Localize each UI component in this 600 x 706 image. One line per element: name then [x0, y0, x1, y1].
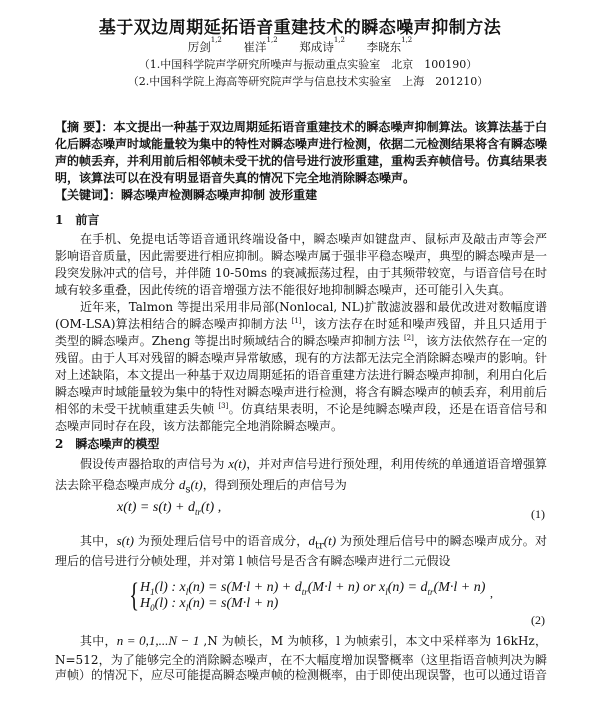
math-subscript: l [385, 586, 388, 597]
paragraph-line [80, 299, 547, 315]
equation-brace: { [129, 577, 140, 614]
citation-link[interactable]: [3] [218, 402, 229, 410]
text-run: 声帧）的情况下，应尽可能提高瞬态噪声帧的检测概率，由于即使出现误警，也可以通过语音 [55, 668, 547, 682]
author [366, 36, 413, 54]
paragraph-line [55, 553, 450, 569]
paragraph-line: 域有较多重叠，因此传统的语音增强方法不能很好地抑制瞬态噪声，还可能引入失真。 [55, 283, 512, 297]
text-run: 态噪声同时存在段，该方法都能完全地消除瞬态噪声。 [55, 419, 344, 433]
text-run: 为预处理后信号中的瞬态噪声成分。对 [340, 534, 547, 548]
paragraph-line [80, 533, 547, 549]
author-name: 李晓东 [366, 40, 402, 54]
author-list [0, 36, 600, 55]
text-run: 相邻的未受干扰帧重建丢失帧 [55, 402, 219, 416]
abstract-line: 化后瞬态噪声时域能量较为集中的特性对瞬态噪声进行检测，依据二元检测结果将含有瞬态噪 [55, 137, 547, 151]
math-subscript: tr [314, 540, 324, 549]
paragraph-line [55, 350, 547, 366]
abstract-line: 【摘 要】：本文提出一种基于双边周期延拓语音重建技术的瞬态噪声抑制算法。该算法基于白 [55, 120, 547, 134]
author-name: 崔洋 [243, 40, 267, 54]
text-run: 其中， [80, 534, 117, 548]
author-name: 郑成诗 [299, 40, 334, 54]
math-subscript: tr [427, 586, 434, 597]
paragraph-line [55, 418, 343, 434]
math-symbol: (t) [323, 533, 337, 548]
math-symbol: (n) = s(M·l + n) + d [188, 580, 302, 595]
math-symbol: d [308, 533, 315, 548]
math-symbol: (t) [190, 477, 203, 492]
paragraph-line [55, 652, 547, 668]
paragraph-line [55, 667, 547, 683]
equation-2-comma: , [490, 586, 493, 600]
math-subscript: tr [194, 506, 201, 517]
abstract-line: 声的帧丢弃，并利用前后相邻帧未受干扰的信号进行波形重建，重构丢弃帧信号。仿真结果表 [55, 154, 547, 168]
paragraph-line [55, 367, 547, 383]
author-affiliation-mark: 1,2 [266, 36, 278, 44]
section-heading: 2 瞬态噪声的模型 [55, 437, 160, 451]
math-symbol: (M·l + n) [433, 580, 486, 595]
author [243, 36, 278, 54]
text-run: 近年来，Talmon 等提出采用非局部(Nonlocal, NL)扩散滤波器和最优改进对数幅度谱 [80, 300, 547, 314]
text-run: 类型的瞬态噪声。Zheng 等提出时频域结合的瞬态噪声抑制方法 [55, 334, 404, 348]
affiliation-1: （1.中国科学院声学研究所噪声与振动重点实验室 北京 100190） [138, 58, 478, 71]
text-run: 对上述缺陷，本文提出一种基于双边周期延拓的语音重建方法进行瞬态噪声抑制，利用白化后 [55, 368, 547, 382]
text-run: ,N 为帧长，M 为帧移，l 为帧索引，本文中采样率为 16kHz， [203, 634, 547, 648]
citation-link[interactable]: [1] [291, 317, 302, 325]
author-name: 厉剑 [187, 40, 211, 54]
math-subscript: l [185, 602, 189, 613]
text-run: 法去除平稳态噪声成分 [55, 478, 179, 492]
paragraph-line [55, 333, 547, 349]
paragraph-line [55, 316, 547, 332]
math-subscript: 1 [150, 586, 155, 597]
citation-link[interactable]: [2] [403, 334, 414, 342]
math-symbol: (n) = d [387, 580, 428, 595]
math-subscript: tr [301, 586, 308, 597]
math-subscript: l [185, 586, 189, 597]
text-run: 其中， [80, 634, 117, 648]
equation-2-hypothesis-1 [140, 580, 485, 597]
paragraph-line: 影响语音质量，因此需要进行相应抑制。瞬态噪声属于强非平稳态噪声，典型的瞬态噪声是一 [55, 249, 547, 263]
paragraph-line [55, 477, 347, 496]
author-affiliation-mark: 1,2 [333, 36, 345, 44]
equation-1 [117, 500, 221, 517]
text-run: N=512，为了能够完全的消除瞬态噪声，在不大幅度增加误警概率（这里指语音帧判决为瞬 [55, 653, 547, 667]
math-symbol: s(t) [116, 533, 134, 548]
text-run: ，并对声信号进行预处理，利用传统的单通道语音增强算 [246, 457, 547, 471]
math-symbol: x(t) = s(t) + d [117, 500, 195, 515]
math-symbol: (l) : x [154, 596, 186, 611]
text-run: 为预处理后信号中的语音成分， [133, 534, 309, 548]
keywords-line: 【关键词】：瞬态噪声检测瞬态噪声抑制 波形重建 [55, 188, 318, 202]
math-symbol: (n) = s(M·l + n) [188, 596, 279, 611]
author [187, 36, 222, 54]
paragraph-line: 段突发脉冲式的信号，并伴随 10-50ms 的衰减振荡过程，由于其频带较宽，与语音信号在时 [55, 266, 547, 280]
text-run: 瞬态噪声时域能量较为集中的特性对瞬态噪声进行检测，将含有瞬态噪声的帧丢弃，利用前后 [55, 385, 547, 399]
equation-2-hypothesis-0 [140, 596, 278, 613]
math-symbol: (t) , [201, 500, 222, 515]
author-affiliation-mark: 1,2 [210, 36, 222, 44]
paragraph-line: 在手机、免提电话等语音通讯终端设备中，瞬态噪声如键盘声、鼠标声及敲击声等会严 [80, 232, 547, 246]
text-run: 假设传声器拾取的声信号为 [80, 457, 229, 471]
paragraph-line [55, 384, 547, 400]
text-run: ，该方法存在时延和噪声残留，并且只适用于 [301, 317, 547, 331]
math-symbol: H [140, 596, 151, 611]
math-symbol: d [178, 477, 186, 492]
section-heading: 1 前言 [55, 213, 100, 227]
text-run: 。仿真结果表明，不论是纯瞬态噪声段，还是在语音信号和 [228, 402, 547, 416]
equation-1-label: (1) [531, 507, 545, 521]
text-run: 理后的信号进行分帧处理，并对第 l 帧信号是否含有瞬态噪声进行二元假设 [55, 554, 451, 568]
math-subscript: s [185, 484, 191, 496]
author-affiliation-mark: 1,2 [401, 36, 413, 44]
abstract-line: 明，该算法可以在没有明显语音失真的情况下完全地消除瞬态噪声。 [55, 171, 416, 185]
math-symbol: (l) : x [154, 580, 186, 595]
text-run: ，得到预处理后的声信号为 [202, 478, 347, 492]
author [299, 36, 345, 54]
equation-2-label: (2) [531, 613, 545, 627]
math-symbol: (M·l + n) or x [307, 580, 386, 595]
math-symbol: H [140, 580, 151, 595]
paragraph-line [80, 633, 547, 649]
affiliation-2: （2.中国科学院上海高等研究院声学与信息技术实验室 上海 201210） [127, 75, 489, 88]
math-subscript: 0 [150, 602, 155, 613]
paragraph-line [55, 401, 547, 417]
text-run: ，该方法依然存在一定的 [413, 334, 547, 348]
paper-title: 基于双边周期延拓语音重建技术的瞬态噪声抑制方法 [98, 18, 502, 38]
math-symbol: x(t) [228, 456, 247, 471]
text-run: 残留。由于人耳对残留的瞬态噪声异常敏感，现有的方法都无法完全消除瞬态噪声的影响。针 [55, 351, 547, 365]
text-run: (OM-LSA)算法相结合的瞬态噪声抑制方法 [55, 317, 292, 331]
math-symbol: n = 0,1,...N − 1 [116, 633, 200, 648]
paragraph-line [80, 456, 547, 472]
